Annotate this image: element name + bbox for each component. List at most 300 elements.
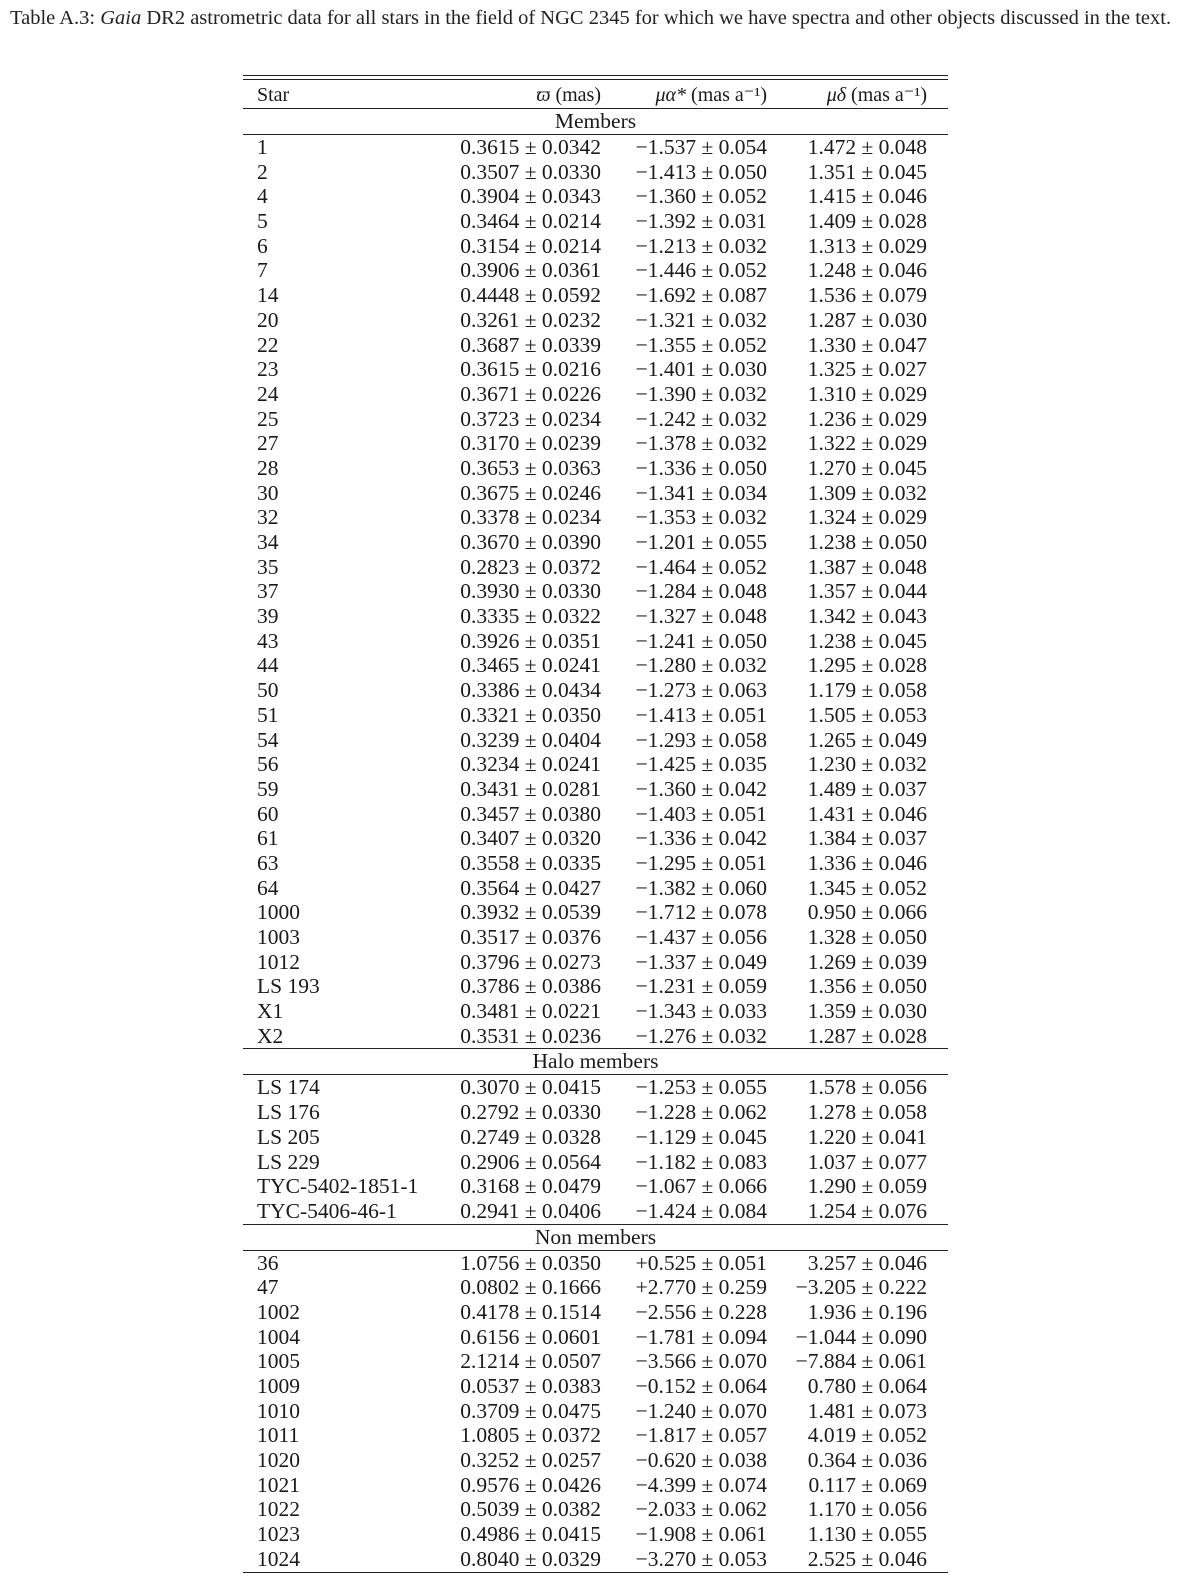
cell-pmdec: 0.950 ± 0.066 (807, 900, 927, 925)
cell-parallax: 0.4986 ± 0.0415 (460, 1522, 601, 1547)
caption-text: DR2 astrometric data for all stars in the field of NGC 2345 for which we have spectra and other objects discussed in the text. (141, 7, 1172, 29)
cell-pmra: +2.770 ± 0.259 (635, 1275, 767, 1300)
table-row (243, 1300, 948, 1325)
cell-star: 1000 (257, 900, 300, 925)
cell-pmra: −1.337 ± 0.049 (635, 949, 767, 974)
table-row (243, 1075, 948, 1100)
cell-pmra: −1.353 ± 0.032 (635, 505, 767, 530)
cell-pmdec: 1.330 ± 0.047 (807, 332, 927, 357)
table-row (243, 950, 948, 975)
table-row (243, 1024, 948, 1049)
cell-pmdec: 1.287 ± 0.030 (807, 307, 927, 332)
table-row (243, 1473, 948, 1498)
table-row (243, 703, 948, 728)
cell-pmdec: 1.254 ± 0.076 (807, 1198, 927, 1223)
cell-parallax: 0.3168 ± 0.0479 (460, 1174, 601, 1199)
table-row (243, 851, 948, 876)
cell-parallax: 0.2792 ± 0.0330 (460, 1100, 601, 1125)
cell-pmra: −1.446 ± 0.052 (635, 258, 767, 283)
cell-star: 36 (257, 1250, 279, 1275)
cell-pmra: −1.403 ± 0.051 (635, 801, 767, 826)
cell-parallax: 0.3670 ± 0.0390 (460, 530, 601, 554)
cell-pmra: −1.781 ± 0.094 (635, 1324, 767, 1349)
cell-star: 1020 (257, 1448, 300, 1473)
cell-pmdec: 1.481 ± 0.073 (807, 1398, 927, 1423)
section-rows (243, 1075, 948, 1224)
cell-parallax: 0.3558 ± 0.0335 (460, 850, 601, 875)
header-parallax (433, 80, 601, 108)
cell-star: 39 (257, 604, 279, 629)
cell-pmra: −3.270 ± 0.053 (635, 1546, 767, 1571)
table-caption (10, 6, 1192, 31)
cell-star: 59 (257, 776, 279, 801)
section-title: Non members (243, 1225, 948, 1251)
cell-pmra: −1.231 ± 0.059 (635, 974, 767, 999)
cell-pmdec: 1.236 ± 0.029 (807, 406, 927, 431)
cell-pmdec: 1.310 ± 0.029 (807, 381, 927, 406)
cell-pmra: −1.327 ± 0.048 (635, 604, 767, 629)
cell-pmdec: 1.170 ± 0.056 (807, 1497, 927, 1522)
cell-star: 5 (257, 209, 268, 234)
cell-parallax: 0.3796 ± 0.0273 (460, 949, 601, 974)
cell-parallax: 0.0537 ± 0.0383 (460, 1374, 601, 1398)
table-row (243, 1150, 948, 1175)
table-row (243, 1325, 948, 1350)
cell-pmra: −1.437 ± 0.056 (635, 925, 767, 949)
table-body (243, 108, 948, 1573)
cell-pmra: −1.336 ± 0.050 (635, 455, 767, 480)
cell-parallax: 0.3564 ± 0.0427 (460, 875, 601, 900)
cell-pmra: −2.556 ± 0.228 (635, 1299, 767, 1324)
table-row (243, 974, 948, 999)
cell-star: 50 (257, 678, 279, 703)
cell-parallax: 0.4178 ± 0.1514 (460, 1299, 601, 1324)
cell-pmra: −1.343 ± 0.033 (635, 999, 767, 1024)
table-row (243, 1547, 948, 1572)
cell-parallax: 0.3407 ± 0.0320 (460, 826, 601, 851)
cell-pmra: −1.240 ± 0.070 (635, 1398, 767, 1423)
header-pmdec (767, 80, 927, 108)
table-row (243, 1100, 948, 1125)
cell-pmdec: 1.936 ± 0.196 (807, 1299, 927, 1324)
cell-pmdec: 1.324 ± 0.029 (807, 505, 927, 530)
table-header (243, 80, 948, 108)
cell-parallax: 0.3465 ± 0.0241 (460, 653, 601, 678)
cell-star: TYC-5406-46-1 (257, 1198, 397, 1223)
cell-parallax: 1.0756 ± 0.0350 (460, 1250, 601, 1275)
cell-parallax: 0.3321 ± 0.0350 (460, 702, 601, 727)
table-row (243, 431, 948, 456)
cell-pmdec: 3.257 ± 0.046 (807, 1250, 927, 1275)
cell-pmra: −1.712 ± 0.078 (635, 900, 767, 925)
cell-pmdec: 1.384 ± 0.037 (807, 826, 927, 851)
table-row (243, 1374, 948, 1399)
section-rows (243, 135, 948, 1049)
cell-pmdec: 2.525 ± 0.046 (807, 1546, 927, 1571)
cell-pmra: −2.033 ± 0.062 (635, 1497, 767, 1522)
cell-parallax: 0.3904 ± 0.0343 (460, 184, 601, 209)
cell-parallax: 0.3261 ± 0.0232 (460, 307, 601, 332)
cell-pmdec: 1.322 ± 0.029 (807, 431, 927, 456)
cell-pmdec: 1.270 ± 0.045 (807, 455, 927, 480)
cell-pmdec: 1.359 ± 0.030 (807, 999, 927, 1024)
cell-parallax: 0.3653 ± 0.0363 (460, 455, 601, 480)
cell-pmdec: 1.313 ± 0.029 (807, 233, 927, 258)
cell-pmra: −3.566 ± 0.070 (635, 1349, 767, 1374)
cell-parallax: 2.1214 ± 0.0507 (460, 1349, 601, 1374)
astrometric-table (243, 75, 948, 1573)
cell-pmdec: 1.489 ± 0.037 (807, 776, 927, 801)
table-row (243, 999, 948, 1024)
table-row (243, 283, 948, 308)
cell-parallax: 0.3687 ± 0.0339 (460, 332, 601, 357)
cell-pmra: −0.620 ± 0.038 (635, 1448, 767, 1473)
table-row (243, 456, 948, 481)
cell-parallax: 0.2941 ± 0.0406 (460, 1198, 601, 1223)
cell-pmdec: 1.130 ± 0.055 (807, 1522, 927, 1547)
cell-star: X1 (257, 999, 284, 1024)
cell-parallax: 0.3252 ± 0.0257 (460, 1448, 601, 1473)
cell-pmdec: 1.309 ± 0.032 (807, 480, 927, 505)
cell-parallax: 0.3070 ± 0.0415 (460, 1075, 601, 1100)
table-row (243, 135, 948, 160)
header-star: Star (257, 84, 290, 106)
cell-star: 4 (257, 184, 268, 209)
cell-pmdec: −1.044 ± 0.090 (795, 1324, 927, 1349)
table-row (243, 1349, 948, 1374)
cell-star: TYC-5402-1851-1 (257, 1174, 419, 1199)
cell-star: 1002 (257, 1299, 300, 1324)
cell-parallax: 0.3615 ± 0.0342 (460, 135, 601, 159)
cell-pmra: −1.336 ± 0.042 (635, 826, 767, 851)
cell-pmra: −1.253 ± 0.055 (635, 1075, 767, 1100)
cell-pmra: −1.413 ± 0.051 (635, 702, 767, 727)
cell-parallax: 0.3786 ± 0.0386 (460, 974, 601, 999)
cell-parallax: 0.6156 ± 0.0601 (460, 1324, 601, 1349)
cell-pmra: −1.321 ± 0.032 (635, 307, 767, 332)
cell-star: 56 (257, 752, 279, 777)
cell-star: 1011 (257, 1423, 300, 1448)
section-rows (243, 1251, 948, 1573)
cell-pmra: −1.355 ± 0.052 (635, 332, 767, 357)
cell-parallax: 0.4448 ± 0.0592 (460, 283, 601, 308)
cell-star: 28 (257, 455, 279, 480)
cell-parallax: 0.2749 ± 0.0328 (460, 1124, 601, 1149)
cell-pmra: −1.341 ± 0.034 (635, 480, 767, 505)
parallax-symbol: ϖ (536, 84, 551, 106)
cell-star: 43 (257, 628, 279, 653)
cell-star: LS 229 (257, 1149, 320, 1174)
cell-pmra: −0.152 ± 0.064 (635, 1374, 767, 1398)
cell-star: 35 (257, 554, 279, 579)
table-row (243, 407, 948, 432)
cell-pmdec: 1.431 ± 0.046 (807, 801, 927, 826)
parallax-unit: (mas) (550, 84, 601, 106)
cell-parallax: 0.3906 ± 0.0361 (460, 258, 601, 283)
table-row (243, 160, 948, 185)
table-row (243, 1399, 948, 1424)
cell-star: 23 (257, 357, 279, 382)
cell-star: 20 (257, 307, 279, 332)
section-title: Halo members (243, 1049, 948, 1075)
cell-pmra: −1.276 ± 0.032 (635, 1023, 767, 1048)
cell-pmdec: 1.578 ± 0.056 (807, 1075, 927, 1100)
cell-pmdec: 1.357 ± 0.044 (807, 579, 927, 604)
table-row (243, 579, 948, 604)
cell-star: LS 176 (257, 1100, 320, 1125)
cell-parallax: 0.3234 ± 0.0241 (460, 752, 601, 777)
cell-pmdec: 1.351 ± 0.045 (807, 159, 927, 184)
table-row (243, 308, 948, 333)
cell-star: 1 (257, 135, 268, 159)
cell-parallax: 0.0802 ± 0.1666 (460, 1275, 601, 1300)
cell-pmdec: 1.342 ± 0.043 (807, 604, 927, 629)
table-row (243, 505, 948, 530)
cell-pmdec: 1.295 ± 0.028 (807, 653, 927, 678)
cell-pmdec: 1.325 ± 0.027 (807, 357, 927, 382)
cell-parallax: 0.3517 ± 0.0376 (460, 925, 601, 949)
cell-star: 1003 (257, 925, 300, 949)
cell-pmdec: 1.472 ± 0.048 (807, 135, 927, 159)
table-row (243, 234, 948, 259)
cell-pmra: −1.390 ± 0.032 (635, 381, 767, 406)
cell-pmra: −1.413 ± 0.050 (635, 159, 767, 184)
cell-pmra: −1.378 ± 0.032 (635, 431, 767, 456)
cell-pmdec: 1.269 ± 0.039 (807, 949, 927, 974)
table-row (243, 530, 948, 555)
cell-pmra: −1.537 ± 0.054 (635, 135, 767, 159)
cell-parallax: 0.3675 ± 0.0246 (460, 480, 601, 505)
cell-star: LS 174 (257, 1075, 320, 1100)
cell-star: 1023 (257, 1522, 300, 1547)
table-row (243, 653, 948, 678)
cell-pmra: −1.284 ± 0.048 (635, 579, 767, 604)
cell-pmra: −1.392 ± 0.031 (635, 209, 767, 234)
table-row (243, 357, 948, 382)
cell-parallax: 0.3507 ± 0.0330 (460, 159, 601, 184)
cell-pmdec: 1.356 ± 0.050 (807, 974, 927, 999)
cell-star: 61 (257, 826, 279, 851)
cell-star: 1021 (257, 1472, 300, 1497)
cell-star: LS 193 (257, 974, 320, 999)
table-row (243, 900, 948, 925)
cell-parallax: 0.5039 ± 0.0382 (460, 1497, 601, 1522)
table-row (243, 1125, 948, 1150)
cell-pmra: +0.525 ± 0.051 (635, 1250, 767, 1275)
cell-pmdec: 1.387 ± 0.048 (807, 554, 927, 579)
cell-pmdec: 4.019 ± 0.052 (807, 1423, 927, 1448)
caption-prefix: Table A.3: (10, 7, 101, 29)
cell-pmra: −1.280 ± 0.032 (635, 653, 767, 678)
cell-star: 22 (257, 332, 279, 357)
cell-pmdec: 1.505 ± 0.053 (807, 702, 927, 727)
cell-pmdec: 1.328 ± 0.050 (807, 925, 927, 949)
cell-pmra: −1.293 ± 0.058 (635, 727, 767, 752)
cell-pmdec: 1.287 ± 0.028 (807, 1023, 927, 1048)
cell-parallax: 0.3481 ± 0.0221 (460, 999, 601, 1024)
table-row (243, 1522, 948, 1547)
cell-star: 1005 (257, 1349, 300, 1374)
cell-pmdec: 1.248 ± 0.046 (807, 258, 927, 283)
cell-star: 1024 (257, 1546, 300, 1571)
cell-star: 30 (257, 480, 279, 505)
section-title: Members (243, 108, 948, 135)
cell-pmra: −1.201 ± 0.055 (635, 530, 767, 554)
cell-star: 1022 (257, 1497, 300, 1522)
cell-pmdec: 1.238 ± 0.050 (807, 530, 927, 554)
cell-parallax: 0.8040 ± 0.0329 (460, 1546, 601, 1571)
cell-star: 60 (257, 801, 279, 826)
table-row (243, 925, 948, 950)
cell-pmdec: 1.415 ± 0.046 (807, 184, 927, 209)
cell-pmdec: 1.290 ± 0.059 (807, 1174, 927, 1199)
cell-pmdec: 0.364 ± 0.036 (807, 1448, 927, 1473)
top-rule (243, 75, 948, 76)
table-row (243, 555, 948, 580)
cell-pmdec: 1.238 ± 0.045 (807, 628, 927, 653)
cell-pmra: −1.295 ± 0.051 (635, 850, 767, 875)
cell-star: 27 (257, 431, 279, 456)
cell-pmdec: 0.780 ± 0.064 (807, 1374, 927, 1398)
cell-pmdec: −3.205 ± 0.222 (795, 1275, 927, 1300)
table-row (243, 1199, 948, 1224)
table-row (243, 777, 948, 802)
cell-parallax: 0.3709 ± 0.0475 (460, 1398, 601, 1423)
cell-pmdec: 1.345 ± 0.052 (807, 875, 927, 900)
table-row (243, 678, 948, 703)
cell-star: 63 (257, 850, 279, 875)
cell-pmra: −1.228 ± 0.062 (635, 1100, 767, 1125)
cell-star: 2 (257, 159, 268, 184)
cell-pmra: −1.692 ± 0.087 (635, 283, 767, 308)
cell-pmra: −1.182 ± 0.083 (635, 1149, 767, 1174)
pmdec-symbol: μδ (826, 84, 847, 106)
cell-star: 54 (257, 727, 279, 752)
cell-pmra: −1.817 ± 0.057 (635, 1423, 767, 1448)
pmdec-unit: (mas a⁻¹) (846, 84, 927, 106)
cell-star: 1012 (257, 949, 300, 974)
cell-pmra: −1.213 ± 0.032 (635, 233, 767, 258)
cell-parallax: 0.3386 ± 0.0434 (460, 678, 601, 703)
cell-pmra: −1.129 ± 0.045 (635, 1124, 767, 1149)
table-row (243, 629, 948, 654)
table-row (243, 1423, 948, 1448)
cell-parallax: 0.3930 ± 0.0330 (460, 579, 601, 604)
cell-parallax: 0.3335 ± 0.0322 (460, 604, 601, 629)
cell-parallax: 0.3615 ± 0.0216 (460, 357, 601, 382)
cell-star: 37 (257, 579, 279, 604)
table-row (243, 728, 948, 753)
table-row (243, 752, 948, 777)
cell-parallax: 0.3154 ± 0.0214 (460, 233, 601, 258)
cell-pmdec: 1.409 ± 0.028 (807, 209, 927, 234)
cell-pmdec: 1.037 ± 0.077 (807, 1149, 927, 1174)
cell-pmdec: 0.117 ± 0.069 (808, 1472, 927, 1497)
cell-parallax: 0.3932 ± 0.0539 (460, 900, 601, 925)
cell-pmdec: 1.336 ± 0.046 (807, 850, 927, 875)
cell-pmdec: 1.220 ± 0.041 (807, 1124, 927, 1149)
cell-parallax: 0.3926 ± 0.0351 (460, 628, 601, 653)
pmra-symbol: μα* (655, 84, 687, 106)
cell-star: 24 (257, 381, 279, 406)
caption-italic: Gaia (100, 7, 142, 29)
cell-pmra: −1.242 ± 0.032 (635, 406, 767, 431)
table-row (243, 1275, 948, 1300)
cell-star: X2 (257, 1023, 284, 1048)
cell-parallax: 0.3457 ± 0.0380 (460, 801, 601, 826)
cell-star: 1004 (257, 1324, 300, 1349)
cell-pmra: −1.382 ± 0.060 (635, 875, 767, 900)
cell-pmra: −1.273 ± 0.063 (635, 678, 767, 703)
table-row (243, 802, 948, 827)
cell-parallax: 0.3378 ± 0.0234 (460, 505, 601, 530)
cell-pmra: −1.464 ± 0.052 (635, 554, 767, 579)
cell-pmra: −1.424 ± 0.084 (635, 1198, 767, 1223)
cell-pmdec: 1.265 ± 0.049 (807, 727, 927, 752)
cell-parallax: 1.0805 ± 0.0372 (460, 1423, 601, 1448)
cell-pmra: −1.401 ± 0.030 (635, 357, 767, 382)
cell-star: 51 (257, 702, 279, 727)
cell-star: 32 (257, 505, 279, 530)
cell-star: 1009 (257, 1374, 300, 1398)
cell-pmra: −1.425 ± 0.035 (635, 752, 767, 777)
cell-star: 34 (257, 530, 279, 554)
cell-pmra: −1.908 ± 0.061 (635, 1522, 767, 1547)
cell-star: 14 (257, 283, 279, 308)
cell-star: 64 (257, 875, 279, 900)
cell-star: 6 (257, 233, 268, 258)
cell-pmdec: 1.278 ± 0.058 (807, 1100, 927, 1125)
cell-pmra: −1.360 ± 0.042 (635, 776, 767, 801)
cell-parallax: 0.3239 ± 0.0404 (460, 727, 601, 752)
cell-parallax: 0.3170 ± 0.0239 (460, 431, 601, 456)
cell-parallax: 0.9576 ± 0.0426 (460, 1472, 601, 1497)
table-row (243, 1448, 948, 1473)
header-pmra (601, 80, 767, 108)
cell-pmdec: 1.179 ± 0.058 (807, 678, 927, 703)
pmra-unit: (mas a⁻¹) (686, 84, 767, 106)
cell-parallax: 0.3431 ± 0.0281 (460, 776, 601, 801)
table-row (243, 481, 948, 506)
cell-parallax: 0.2823 ± 0.0372 (460, 554, 601, 579)
table-row (243, 382, 948, 407)
table-row (243, 826, 948, 851)
cell-pmdec: 1.230 ± 0.032 (807, 752, 927, 777)
cell-pmra: −4.399 ± 0.074 (635, 1472, 767, 1497)
cell-pmdec: −7.884 ± 0.061 (795, 1349, 927, 1374)
cell-pmdec: 1.536 ± 0.079 (807, 283, 927, 308)
cell-pmra: −1.241 ± 0.050 (635, 628, 767, 653)
table-row (243, 333, 948, 358)
cell-star: LS 205 (257, 1124, 320, 1149)
cell-pmra: −1.067 ± 0.066 (635, 1174, 767, 1199)
table-row (243, 209, 948, 234)
table-row (243, 1251, 948, 1276)
table-row (243, 604, 948, 629)
table-row (243, 876, 948, 901)
table-row (243, 1174, 948, 1199)
cell-parallax: 0.3531 ± 0.0236 (460, 1023, 601, 1048)
cell-star: 25 (257, 406, 279, 431)
cell-parallax: 0.3671 ± 0.0226 (460, 381, 601, 406)
cell-star: 44 (257, 653, 279, 678)
table-row (243, 1497, 948, 1522)
cell-parallax: 0.3723 ± 0.0234 (460, 406, 601, 431)
cell-star: 1010 (257, 1398, 300, 1423)
cell-star: 7 (257, 258, 268, 283)
table-row (243, 184, 948, 209)
cell-parallax: 0.3464 ± 0.0214 (460, 209, 601, 234)
